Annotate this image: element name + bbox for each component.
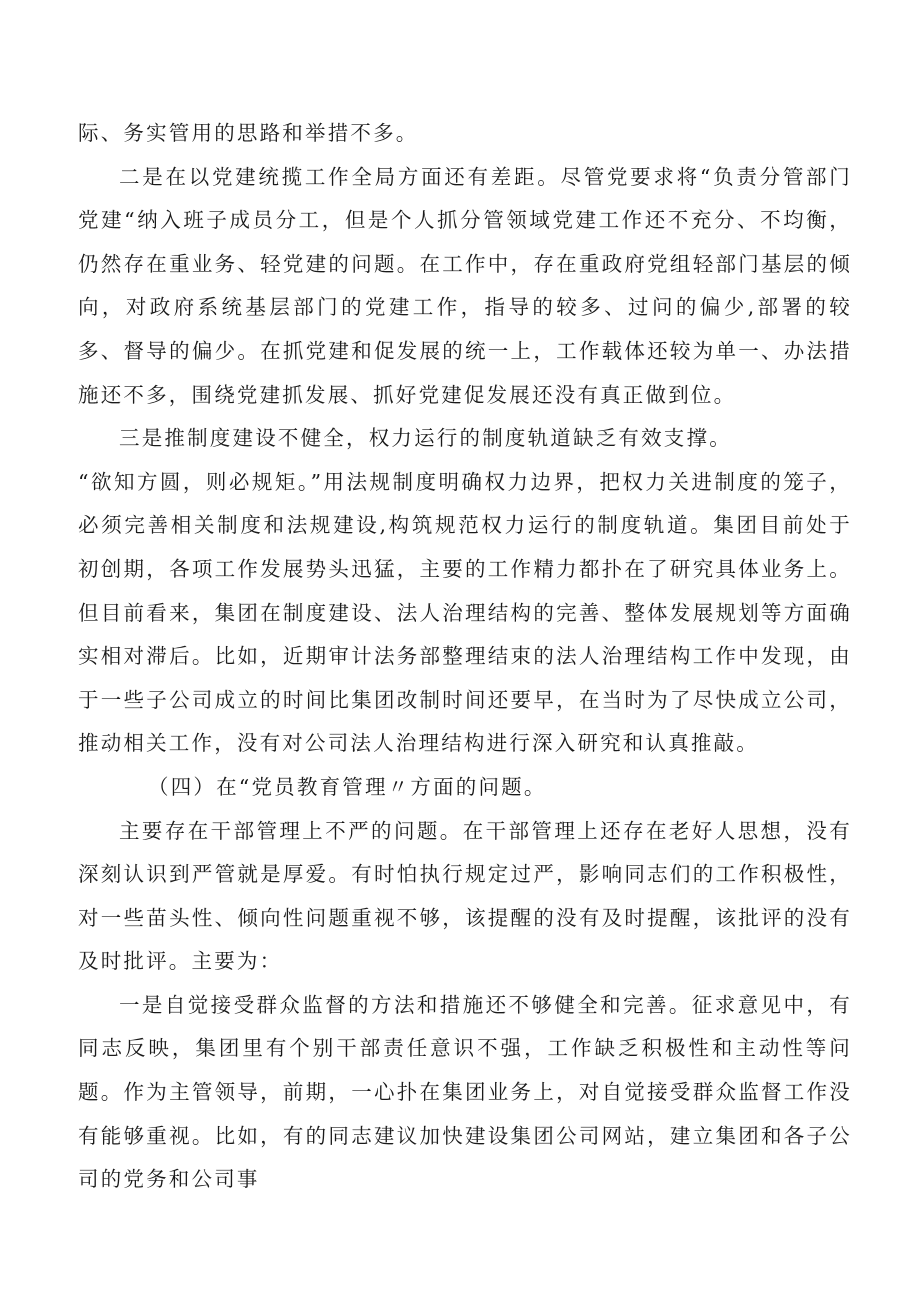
paragraph-party-building-gap: 二是在以党建统揽工作全局方面还有差距。尽管党要求将“负责分管部门党建“纳入班子成员分工，但是个人抓分管领域党建工作还不充分、不均衡，仍然存在重业务、轻党建的问题。在工作中，存在重政府党组轻部门基层的倾向，对政府系统基层部门的党建工作，指导的较多、过问的偏少,部署的较多、督导的偏少。在抓党建和促发展的统一上，工作载体还较为单一、办法措施还不多，围绕党建抓发展、抓好党建促发展还没有真正做到位。 (78, 164, 852, 407)
paragraph-public-supervision: 一是自觉接受群众监督的方法和措施还不够健全和完善。征求意见中，有同志反映，集团里有个别干部责任意识不强，工作缺乏积极性和主动性等问题。作为主管领导，前期，一心扑在集团业务上，对自觉接受群众监督工作没有能够重视。比如，有的同志建议加快建设集团公司网站，建立集团和各子公司的党务和公司事 (78, 992, 852, 1192)
paragraph-system-building-heading: 三是推制度建设不健全，权力运行的制度轨道缺乏有效支撑。 (119, 426, 732, 451)
paragraph-system-building-body: “欲知方圆，则必规矩。”用法规制度明确权力边界，把权力关进制度的笼子，必须完善相关制度和法规建设,构筑规范权力运行的制度轨道。集团目前处于初创期，各项工作发展势头迅猛，主要的工作精力都扑在了研究具体业务上。但目前看来，集团在制度建设、法人治理结构的完善、整体发展规划等方面确实相对滞后。比如，近期审计法务部整理结束的法人治理结构工作中发现，由于一些子公司成立的时间比集团改制时间还要早，在当时为了尽快成立公司，推动相关工作，没有对公司法人治理结构进行深入研究和认真推敲。 (78, 469, 852, 756)
section-heading-four: （四）在“党员教育管理〃方面的问题。 (148, 774, 547, 799)
document-body (78, 112, 852, 1202)
paragraph-cadre-management: 主要存在干部管理上不严的问题。在干部管理上还存在老好人思想，没有深刻认识到严管就是厚爱。有时怕执行规定过严，影响同志们的工作积极性，对一些苗头性、倾向性问题重视不够，该提醒的没有及时提醒，该批评的没有及时批评。主要为： (78, 818, 852, 974)
paragraph-continuation: 际、务实管用的思路和举措不多。 (78, 121, 419, 145)
